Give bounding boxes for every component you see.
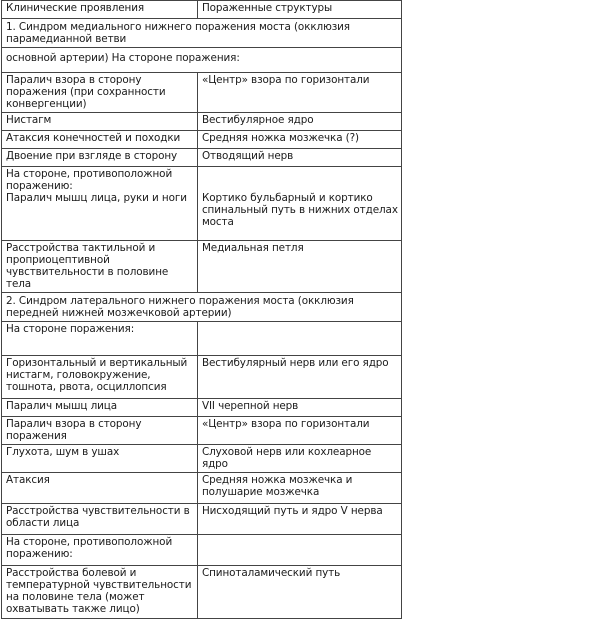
table-row — [2, 241, 402, 293]
table-row — [2, 445, 402, 473]
symptom-cell: Атаксия конечностей и походки — [2, 131, 198, 149]
structure-cell: Спиноталамический путь — [197, 566, 401, 619]
empty-cell — [197, 322, 401, 356]
table-row — [2, 356, 402, 399]
empty-cell — [197, 535, 401, 566]
contralateral-cell — [2, 167, 198, 241]
contralateral-label-cell: На стороне, противоположной поражению: — [2, 535, 198, 566]
structure-cell: «Центр» взора по горизонтали — [197, 73, 401, 113]
symptom-cell: Нистагм — [2, 113, 198, 131]
contralateral-label: На стороне, противоположной поражению: — [6, 168, 173, 192]
symptom-cell: Двоение при взгляде в сторону — [2, 149, 198, 167]
symptom-cell: Паралич взора в сторону поражения — [2, 417, 198, 445]
section-heading — [2, 293, 402, 322]
side-label-cell: На стороне поражения: — [2, 322, 198, 356]
table-row — [2, 417, 402, 445]
symptom-cell: Расстройства тактильной и проприоцептивной чувствительности в половине тела — [2, 241, 198, 293]
structure-text: Кортико бульбарный и кортико спинальный путь в нижних отделах моста — [201, 192, 398, 228]
symptom-cell: Глухота, шум в ушах — [2, 445, 198, 473]
table-row — [2, 73, 402, 113]
table-row — [2, 566, 402, 619]
structure-cell: Средняя ножка мозжечка (?) — [197, 131, 401, 149]
section-heading-cont — [2, 48, 402, 73]
symptom-cell: Горизонтальный и вертикальный нистагм, головокружение, тошнота, рвота, осциллопсия — [2, 356, 198, 399]
structure-cell: Медиальная петля — [197, 241, 401, 293]
table-row — [2, 504, 402, 535]
structure-cell: Вестибулярное ядро — [197, 113, 401, 131]
table-row — [2, 399, 402, 417]
structure-cell: Слуховой нерв или кохлеарное ядро — [197, 445, 401, 473]
table-row — [2, 149, 402, 167]
section-2-title: 2. Синдром латерального нижнего поражения моста (окклюзия передней нижней мозжечковой артерии) — [2, 293, 402, 322]
symptom-text: Паралич мышц лица, руки и ноги — [6, 192, 187, 204]
header-structures: Пораженные структуры — [197, 1, 401, 19]
structure-cell: Отводящий нерв — [197, 149, 401, 167]
section-heading — [2, 19, 402, 48]
table-row — [2, 535, 402, 566]
symptom-cell: Расстройства болевой и температурной чувствительности на половине тела (может охватывать также лицо) — [2, 566, 198, 619]
structure-cell: Вестибулярный нерв или его ядро — [197, 356, 401, 399]
structure-cell: VII черепной нерв — [197, 399, 401, 417]
structure-cell: «Центр» взора по горизонтали — [197, 417, 401, 445]
table-row — [2, 131, 402, 149]
table-header-row — [2, 1, 402, 19]
symptom-cell: Расстройства чувствительности в области лица — [2, 504, 198, 535]
structure-cell: Средняя ножка мозжечка и полушарие мозжечка — [197, 473, 401, 504]
symptom-cell: Паралич взора в сторону поражения (при сохранности конвергенции) — [2, 73, 198, 113]
structure-cell: Нисходящий путь и ядро V нерва — [197, 504, 401, 535]
table-row — [2, 473, 402, 504]
syndrome-table — [1, 0, 402, 619]
header-clinical: Клинические проявления — [2, 1, 198, 19]
symptom-cell: Атаксия — [2, 473, 198, 504]
table-row — [2, 167, 402, 241]
section-1-title: 1. Синдром медиального нижнего поражения моста (окклюзия парамедианной ветви — [2, 19, 402, 48]
section-1-title-cont: основной артерии) На стороне поражения: — [2, 48, 402, 73]
symptom-cell: Паралич мышц лица — [2, 399, 198, 417]
table-row — [2, 322, 402, 356]
structure-cell — [197, 167, 401, 241]
table-row — [2, 113, 402, 131]
